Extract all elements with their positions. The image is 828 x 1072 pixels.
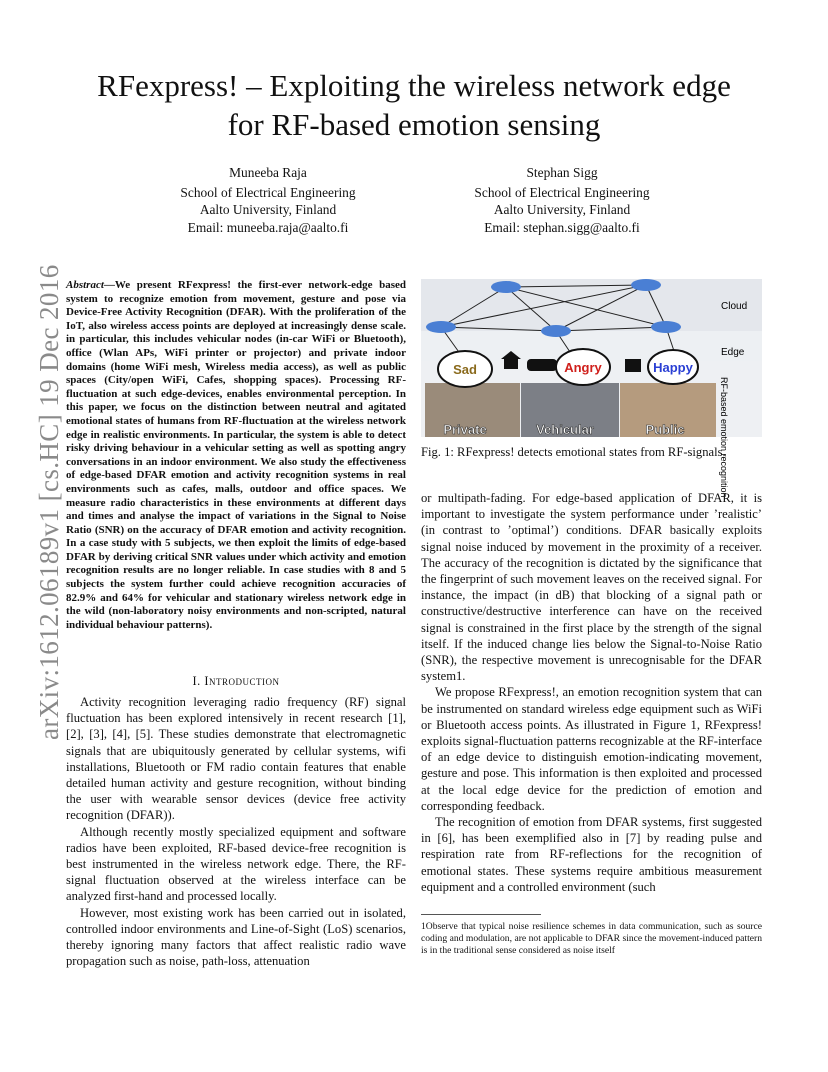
router-icon (631, 279, 661, 291)
angry-label: Angry (564, 360, 602, 375)
paragraph: or multipath-fading. For edge-based application of DFAR, it is important to investigate the system performance under ’realistic’ (in contrast to ’optimal’) conditions. DFAR basically exploits signal noise induced by movement in the proximity of a receiver. The accuracy of the recognition is dictated by the significance that the fingerprint of such movement leaves on the received signal. For instance, the impact (in dB) that blocking of a signal path or constructive/destructive interference can have on the received signal is constrained in the first place by the strength of the signal itself. If the induced change lies below the Signal-to-Noise Ratio (SNR), the respective movement is unrecognisable for the DFAR system1. (421, 491, 762, 684)
author-block-2 (432, 164, 692, 236)
title-line-2: for RF-based emotion sensing (227, 107, 601, 142)
author-email: Email: stephan.sigg@aalto.fi (484, 219, 640, 235)
router-icon (541, 325, 571, 337)
paragraph: Although recently mostly specialized equipment and software radios have been exploited, RF-based device-free recognition is best instrumented in the wireless network edge. There, the RF-signal fluctuation observed at the wireless interface can be analyzed first-hand and processed locally. (66, 824, 406, 904)
section-title: Introduction (204, 674, 280, 688)
public-label: Public (645, 422, 685, 437)
paragraph: Activity recognition leveraging radio frequency (RF) signal fluctuation has been explored intensively in recent research [1], [2], [3], [4], [5]. These studies demonstrate that electromagnetic signals that are ubiquitously generated by cellular systems, wifi installations, Bluetooth or FM radio contain features that enable detailed human activity and gesture recognition, without binding the user with wearable sensor devices (device free activity recognition (DFAR)). (66, 695, 406, 823)
coffee-cup-icon (625, 359, 641, 372)
author-univ: Aalto University, Finland (199, 202, 337, 217)
section-number: I. (192, 674, 201, 688)
paper-title (40, 66, 788, 144)
edge-label: Edge (721, 347, 745, 358)
router-icon (651, 321, 681, 333)
abstract (66, 279, 406, 632)
arxiv-stamp (34, 264, 64, 740)
footnote: 1Observe that typical noise resilience schemes in data communication, such as source coding and modulation, are not applicable to DFAR since the movement-induced pattern is in the traditional sense considered as noise itself (421, 921, 762, 957)
footnote-rule (421, 914, 541, 915)
arxiv-stamp-text: arXiv:1612.06189v1 [cs.HC] 19 Dec 2016 (34, 264, 64, 740)
happy-label: Happy (653, 360, 693, 375)
sad-label: Sad (453, 362, 477, 377)
right-column-body (421, 490, 762, 895)
paragraph: The recognition of emotion from DFAR systems, first suggested in [6], has been exemplified also in [7] by reading pulse and respiration rate from RF-reflections for the recognition of emotional states. These systems require ambitious measurement equipment and a controlled environment (such (421, 815, 762, 894)
car-icon (527, 359, 557, 371)
cloud-band (421, 279, 762, 331)
author-block-1 (138, 164, 398, 236)
figure-caption: Fig. 1: RFexpress! detects emotional states from RF-signals. (421, 445, 726, 459)
router-icon (491, 281, 521, 293)
abstract-text: —We present RFexpress! the first-ever network-edge based system to recognize emotion from movement, gesture and pose via Device-Free Activity Recognition (DFAR). With the proliferation of the IoT, also wireless access points are deployed at increasingly dense scale. in particular, this includes vehicular nodes (in-car WiFi or Bluetooth), office (Wlan APs, WiFi printer or projector) and private indoor domains (home WiFi mesh, Wireless media access), as well as public spaces (City/open WiFi, Cafes, shopping spaces). Processing RF-fluctuation at such edge-devices, enables environmental perception. In this paper, we focus on the distinction between neutral and agitated emotional states of humans from RF-fluctuation at the wireless network edge in realistic environments. In particular, the system is able to detect risky driving behaviour in a vehicular setting as well as spotting angry conversations in an indoor environment. We also study the effectiveness of edge-based DFAR emotion and activity recognition systems in real environments such as cafes, malls, outdoor and office spaces. We measure radio characteristics in these environments at different days and times and analyse the impact of variations in the Signal to Noise Ratio (SNR) on the accuracy of DFAR emotion and activity recognition. In a case study with 5 subjects, we then exploit the limits of edge-based DFAR by deriving critical SNR values under which activity and emotion recognition results are no longer reliable. In case studies with 8 and 5 subjects the system further could achieve recognition accuracies of 82.9% and 64% for vehicular and stationary wireless network edge in the wild (non-laboratory noisy environments and non-scripted, natural individual behaviour patterns). (66, 279, 406, 631)
abstract-label: Abstract (66, 279, 104, 291)
author-name: Muneeba Raja (229, 165, 307, 180)
router-icon (426, 321, 456, 333)
paragraph: However, most existing work has been carried out in isolated, controlled indoor environments and Line-of-Sight (LoS) scenarios, thereby ignoring many factors that affect realistic radio wave propagation such as noise, path-loss, attenuation (66, 905, 406, 969)
vehicular-label: Vehicular (536, 422, 594, 437)
private-label: Private (443, 422, 487, 437)
author-univ: Aalto University, Finland (493, 202, 631, 217)
side-label: RF-based emotion recognition (719, 377, 729, 498)
cloud-label: Cloud (721, 301, 748, 312)
section-heading (66, 674, 406, 689)
title-line-1: RFexpress! – Exploiting the wireless network edge (97, 68, 731, 103)
paragraph: We propose RFexpress!, an emotion recognition system that can be instrumented on standard wireless edge equipment such as WiFi or Bluetooth access points. As illustrated in Figure 1, RFexpress! exploits signal-fluctuation patterns recognizable at the RF-interface of an edge device to distinguish emotion-indicating movement, gesture and pose. This information is then exploited and processed at the local edge device for the prediction of emotion and corresponding feedback. (421, 685, 762, 813)
author-email: Email: muneeba.raja@aalto.fi (187, 219, 349, 235)
author-name: Stephan Sigg (526, 165, 598, 180)
left-column-body (66, 694, 406, 969)
author-dept: School of Electrical Engineering (180, 184, 356, 200)
author-dept: School of Electrical Engineering (474, 184, 650, 200)
